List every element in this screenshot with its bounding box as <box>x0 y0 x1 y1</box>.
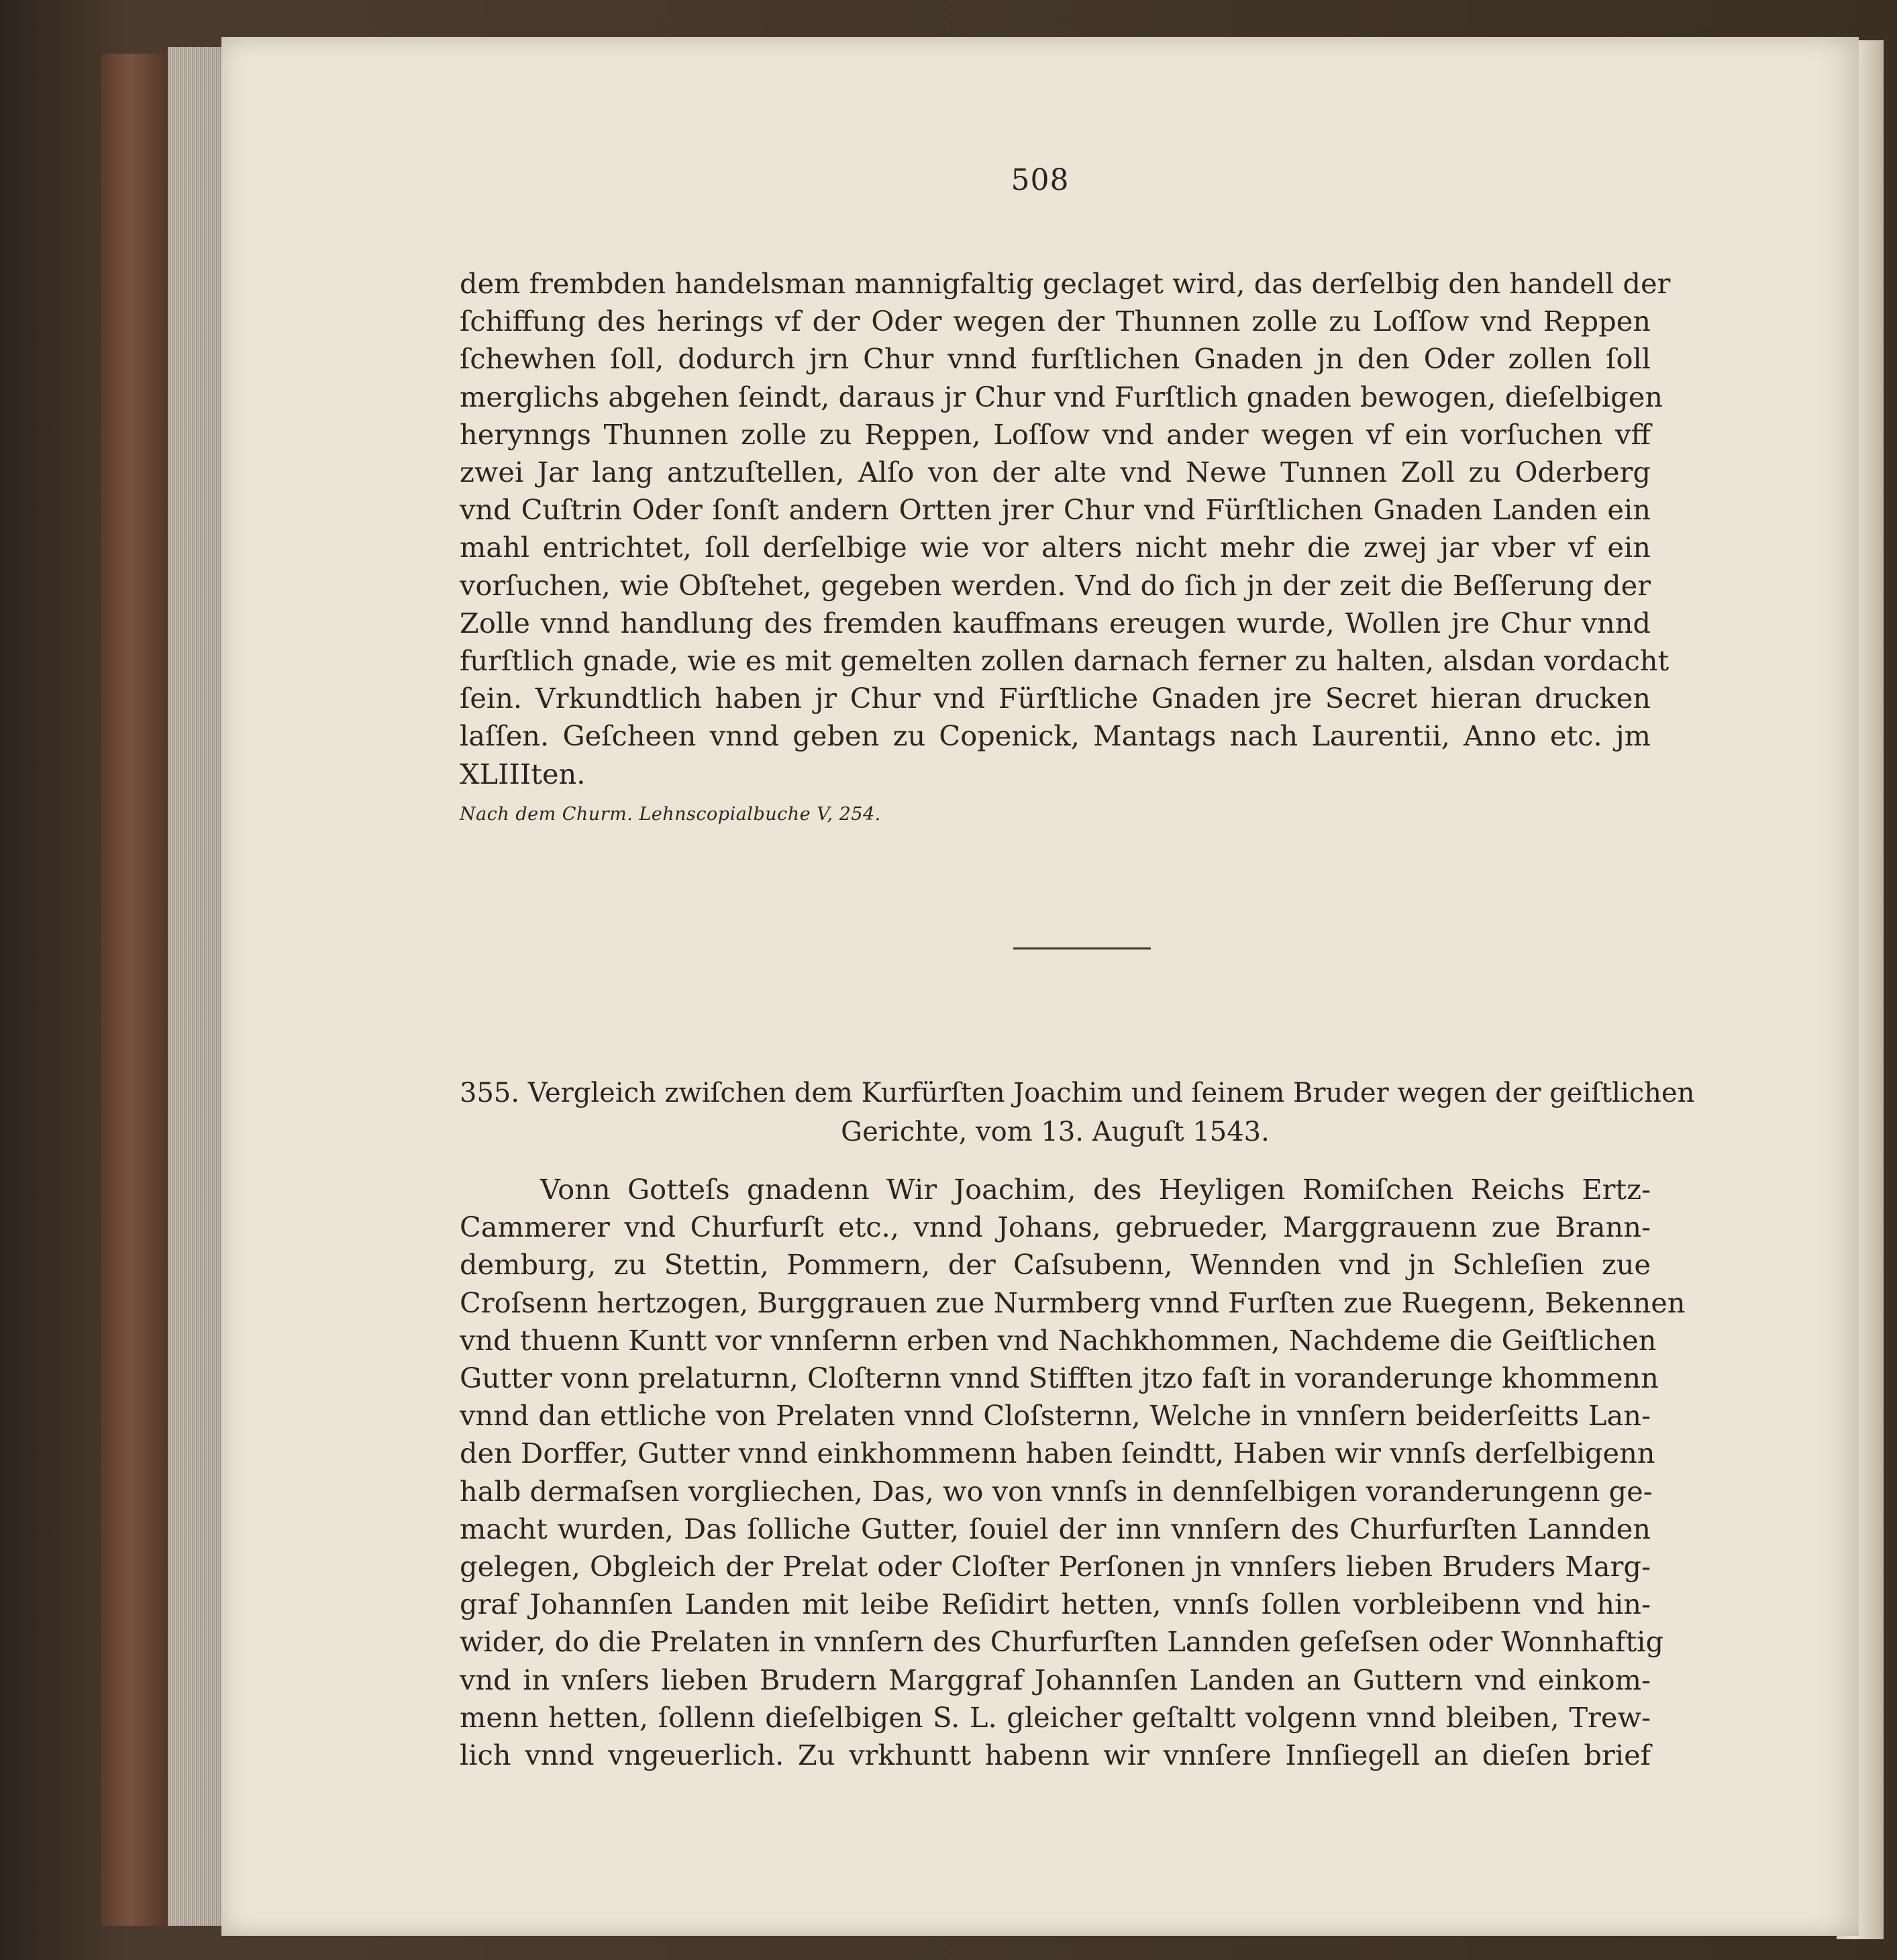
text-line: ſein. Vrkundtlich haben jr Chur vnd Fürſtliche Gnaden jre Secret hieran drucken <box>460 682 1651 715</box>
heading-line: Gerichte, vom 13. Auguſt 1543. <box>841 1117 1270 1147</box>
text-line: halb dermaſsen vorgliechen, Das, wo von vnnſs in dennſelbigen voranderungenn ge- <box>460 1474 1653 1508</box>
heading-line: 355. Vergleich zwiſchen dem Kurfürſten Joachim und ſeinem Bruder wegen der geiſtlichen <box>460 1078 1695 1108</box>
text-line: demburg, zu Stettin, Pommern, der Caſsubenn, Wennden vnd jn Schleſien zue <box>460 1248 1651 1282</box>
text-line: merglichs abgehen ſeindt, daraus jr Chur vnd Furſtlich gnaden bewogen, dieſelbigen <box>460 380 1663 413</box>
paragraph-document-text <box>460 1171 1686 1774</box>
page-number: 508 <box>1011 163 1070 197</box>
text-line: wider, do die Prelaten in vnnſern des Churfurſten Lannden geſeſsen oder Wonnhaftig <box>460 1625 1664 1659</box>
paragraph-continued <box>460 265 1671 793</box>
text-line: lich vnnd vngeuerlich. Zu vrkhuntt habenn wir vnnſere Innſiegell an dieſen brief <box>460 1739 1651 1772</box>
text-line: gelegen, Obgleich der Prelat oder Cloſter Perſonen jn vnnſers lieben Bruders Marg- <box>460 1550 1651 1584</box>
text-line: zwei Jar lang antzuſtellen, Alſo von der alte vnd Newe Tunnen Zoll zu Oderberg <box>460 456 1651 489</box>
text-line: Gutter vonn prelaturnn, Cloſternn vnnd Stifften jtzo faſt in voranderunge khommenn <box>460 1361 1659 1395</box>
text-line: Zolle vnnd handlung des fremden kauffmans ereugen wurde, Wollen jre Chur vnnd <box>460 606 1651 639</box>
text-line: vnnd dan ettliche von Prelaten vnnd Cloſsternn, Welche in vnnſern beiderſeitts Lan- <box>460 1399 1651 1433</box>
text-line: mahl entrichtet, ſoll derſelbige wie vor alters nicht mehr die zwej jar vber vf ein <box>460 531 1651 564</box>
document-heading <box>460 1074 1695 1151</box>
text-line: graf Johannſen Landen mit leibe Reſidirt hetten, vnnſs ſollen vorbleibenn vnd hin- <box>460 1588 1651 1621</box>
text-line: ſchiffung des herings vf der Oder wegen der Thunnen zolle zu Loſſow vnd Reppen <box>460 305 1651 338</box>
text-line: vnd Cuſtrin Oder ſonſt andern Ortten jrer Chur vnd Fürſtlichen Gnaden Landen ein <box>460 493 1651 527</box>
text-line: vnd in vnſers lieben Brudern Marggraf Johannſen Landen an Guttern vnd einkom- <box>460 1663 1651 1696</box>
text-line: laſſen. Geſcheen vnnd geben zu Copenick, Mantags nach Laurentii, Anno etc. jm <box>460 719 1651 753</box>
text-line: herynngs Thunnen zolle zu Reppen, Loſſow vnd ander wegen vf ein vorſuchen vff <box>460 417 1651 451</box>
text-line: furſtlich gnade, wie es mit gemelten zollen darnach ferner zu halten, alsdan vordacht <box>460 644 1670 678</box>
text-line: vorſuchen, wie Obſtehet, gegeben werden. Vnd do ſich jn der zeit die Beſſerung der <box>460 568 1651 602</box>
text-line: XLIIIten. <box>460 757 586 790</box>
source-note: Nach dem Churm. Lehnscopialbuche V, 254. <box>460 804 881 825</box>
section-divider <box>1013 947 1151 949</box>
text-line: den Dorffer, Gutter vnnd einkhommenn haben ſeindtt, Haben wir vnnſs derſelbigenn <box>460 1437 1655 1470</box>
text-line: macht wurden, Das ſolliche Gutter, ſouiel der inn vnnſern des Churfurſten Lannden <box>460 1512 1651 1545</box>
text-line: vnd thuenn Kuntt vor vnnſernn erben vnd Nachkhommen, Nachdeme die Geiſtlichen <box>460 1323 1657 1357</box>
text-line: Croſsenn hertzogen, Burggrauen zue Nurmberg vnnd Furſten zue Ruegenn, Bekennen <box>460 1286 1686 1319</box>
text-line: menn hetten, ſollenn dieſelbigen S. L. gleicher geſtaltt volgenn vnnd bleiben, Trew- <box>460 1700 1651 1734</box>
text-line: dem frembden handelsman mannigfaltig geclaget wird, das derſelbig den handell der <box>460 267 1671 300</box>
text-line: Cammerer vnd Churfurſt etc., vnnd Johans, gebrueder, Marggrauenn zue Brann- <box>460 1210 1651 1244</box>
book-cover-edge <box>101 54 174 1926</box>
book-page <box>221 37 1859 1936</box>
text-line: Vonn Gotteſs gnadenn Wir Joachim, des Heyligen Romiſchen Reichs Ertz- <box>540 1173 1651 1206</box>
text-line: ſchewhen ſoll, dodurch jrn Chur vnnd furſtlichen Gnaden jn den Oder zollen ſoll <box>460 342 1651 376</box>
